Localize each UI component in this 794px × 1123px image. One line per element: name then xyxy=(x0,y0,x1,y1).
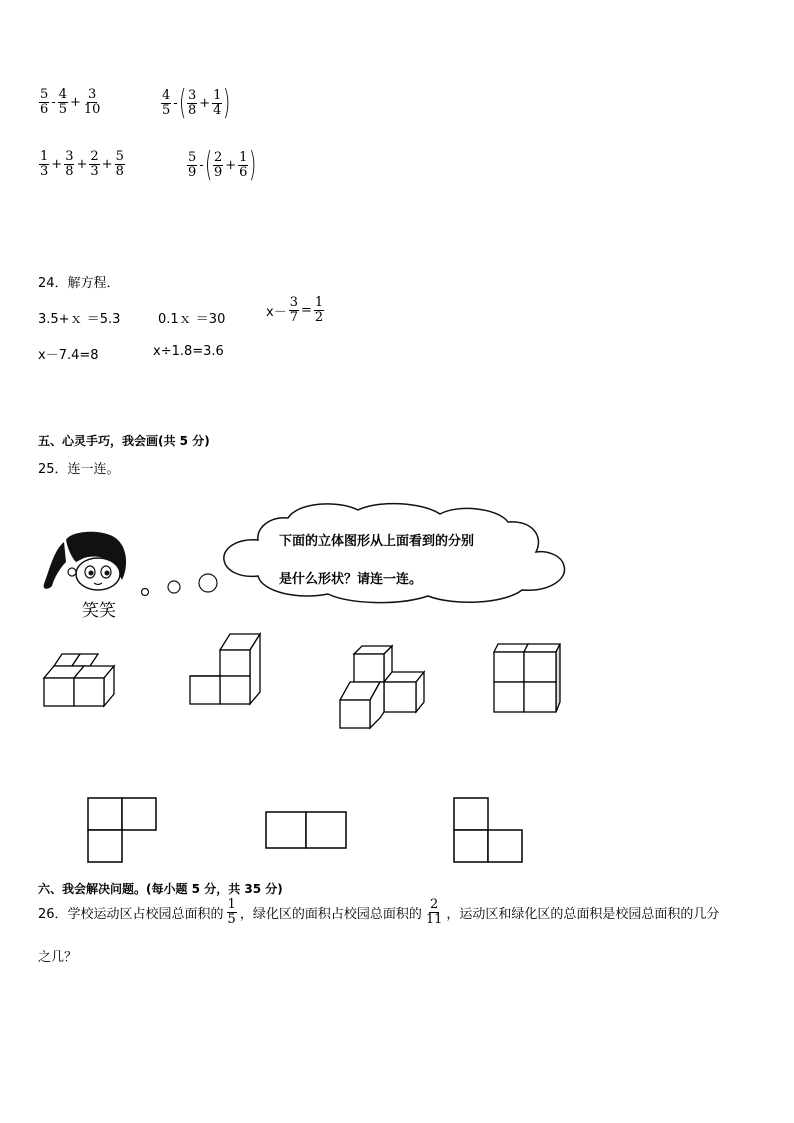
fraction: $\frac{1}{5}$ xyxy=(227,897,236,927)
fraction: $\frac{3}{10}$ xyxy=(83,87,101,117)
fraction: $\frac{2}{3}$ xyxy=(90,149,99,179)
equation-1: 3.5+ｘ ＝5.3 xyxy=(38,312,121,327)
fraction: $\frac{4}{5}$ xyxy=(58,87,67,117)
fraction: $\frac{1}{6}$ xyxy=(239,149,248,180)
fraction: $\frac{5}{8}$ xyxy=(115,149,124,179)
solid-figure-1 xyxy=(40,650,124,710)
speech-cloud xyxy=(218,500,572,608)
top-view-2 xyxy=(264,810,348,850)
right-paren: ) xyxy=(249,145,257,185)
section-5-heading: 五、心灵手巧，我会画(共 5 分) xyxy=(38,434,210,448)
fraction: $\frac{3}{7}$ xyxy=(289,295,298,325)
equation-3: x－ $\frac{3}{7}$ = $\frac{1}{2}$ xyxy=(266,295,324,325)
fraction: $\frac{5}{9}$ xyxy=(188,149,197,180)
right-paren: ) xyxy=(223,83,231,123)
fraction: $\frac{1}{3}$ xyxy=(40,149,49,179)
question-26: 26．学校运动区占校园总面积的 $\frac{1}{5}$ ，绿化区的面积占校园总面积的 $\frac{2}{11}$ ，运动区和绿化区的总面积是校园总面积的几分 xyxy=(38,897,720,927)
cloud-text-line-1: 下面的立体图形从上面看到的分别 xyxy=(279,534,475,549)
expression-3: $\frac{1}{3}$ + $\frac{3}{8}$ + $\frac{2}{3}$ + $\frac{5}{8}$ xyxy=(40,149,124,179)
section-6-heading: 六、我会解决问题。(每小题 5 分，共 35 分) xyxy=(38,882,283,896)
expression-2: $\frac{4}{5}$ - ( $\frac{3}{8}$ + $\frac{1}{4}$ ) xyxy=(162,83,231,123)
left-paren: ( xyxy=(204,145,212,185)
expression-1: $\frac{5}{6}$ - $\frac{4}{5}$ + $\frac{3}{10}$ xyxy=(40,87,101,117)
cloud-text-line-2: 是什么形状？请连一连。 xyxy=(279,572,423,587)
fraction: $\frac{2}{9}$ xyxy=(213,149,223,180)
question-24-title: 24．解方程． xyxy=(38,276,120,291)
fraction: $\frac{2}{11}$ xyxy=(425,897,443,927)
girl-name: 笑笑 xyxy=(82,601,116,621)
fraction: $\frac{3}{8}$ xyxy=(187,87,197,118)
top-view-1 xyxy=(86,796,158,864)
solid-figure-4 xyxy=(490,640,570,716)
fraction: $\frac{1}{2}$ xyxy=(314,295,324,325)
equation-4: x－7.4=8 xyxy=(38,348,99,363)
girl-illustration xyxy=(36,528,136,594)
equation-2: 0.1ｘ ＝30 xyxy=(158,312,226,327)
top-view-3 xyxy=(452,796,526,864)
solid-figure-2 xyxy=(186,630,266,710)
solid-figure-3 xyxy=(336,642,428,732)
thought-bubbles xyxy=(138,570,222,600)
fraction: $\frac{1}{4}$ xyxy=(213,87,222,118)
left-paren: ( xyxy=(178,83,186,123)
fraction: $\frac{5}{6}$ xyxy=(40,87,49,117)
fraction: $\frac{3}{8}$ xyxy=(65,149,74,179)
expression-4: $\frac{5}{9}$ - ( $\frac{2}{9}$ + $\frac{1}{6}$ ) xyxy=(188,145,257,185)
question-25-title: 25．连一连。 xyxy=(38,462,120,477)
fraction: $\frac{4}{5}$ xyxy=(162,87,171,118)
equation-5: x÷1.8=3.6 xyxy=(153,344,224,359)
question-26-continued: 之几？ xyxy=(38,950,78,965)
